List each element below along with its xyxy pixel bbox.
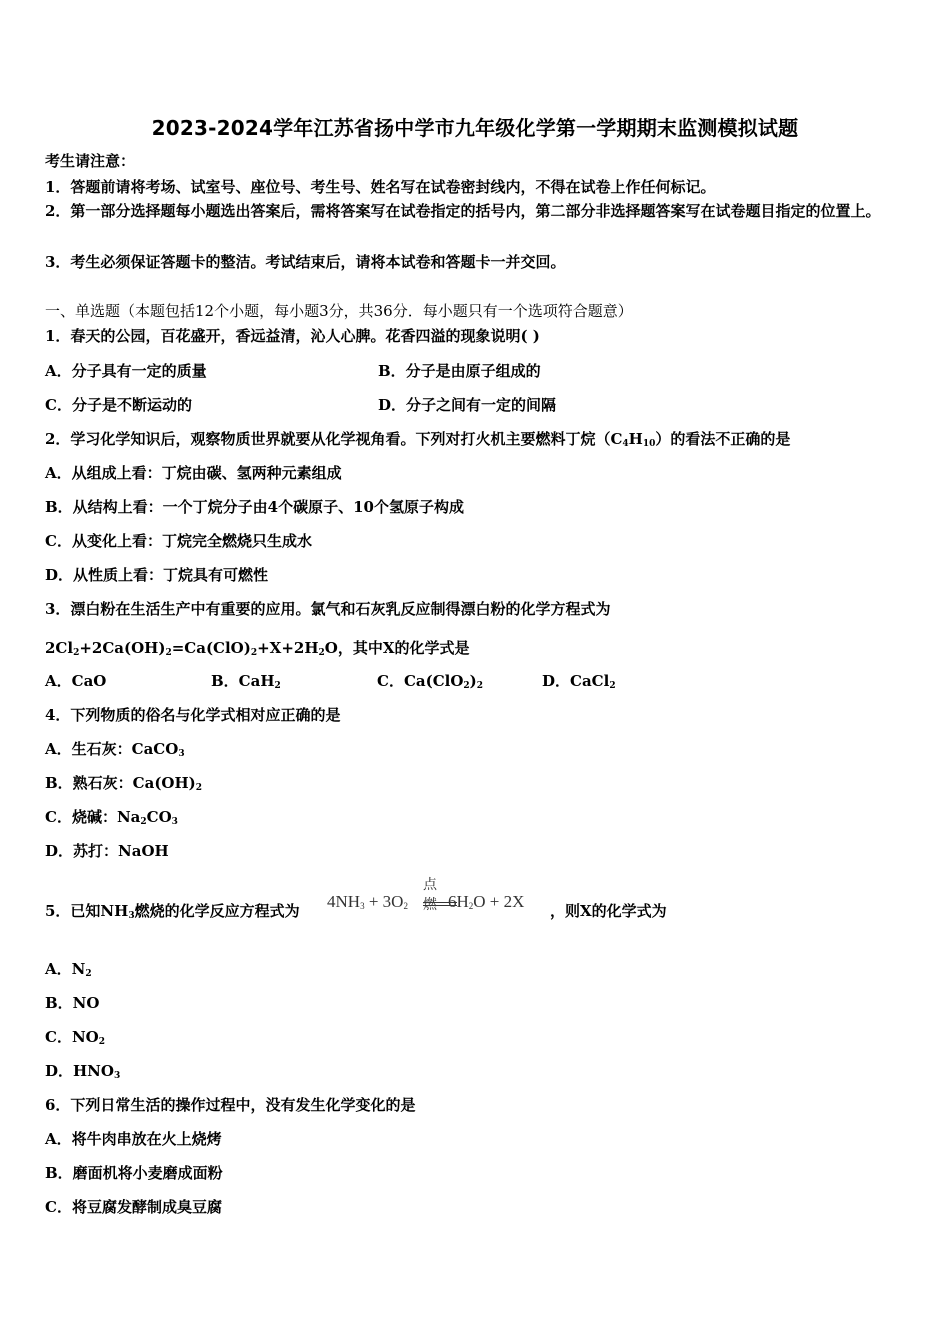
q4-option-d: D．苏打：NaOH [45, 842, 169, 860]
notice-item-3: 3．考生必须保证答题卡的整洁。考试结束后，请将本试卷和答题卡一并交回。 [45, 253, 566, 271]
q5-option-a: A．$N_2$ [45, 960, 92, 979]
q3-stem: 3．漂白粉在生活生产中有重要的应用。氯气和石灰乳反应制得漂白粉的化学方程式为 [45, 600, 611, 618]
q5-option-d: D．$HNO_3$ [45, 1062, 121, 1081]
q5-condition: 点燃 [423, 878, 437, 913]
q3-option-a: A．CaO [45, 672, 107, 690]
q4-option-a: A．生石灰：CaCO$_3$ [45, 740, 185, 759]
q1-option-c: C．分子是不断运动的 [45, 396, 192, 414]
notice-heading: 考生请注意： [45, 152, 136, 170]
notice-item-1: 1．答题前请将考场、试室号、座位号、考生号、姓名写在试卷密封线内，不得在试卷上作任何标记。 [45, 178, 716, 196]
q4-option-c: C．烧碱：$Na_2CO_3$ [45, 808, 178, 827]
q1-option-a: A．分子具有一定的质量 [45, 362, 207, 380]
q2-option-a: A．从组成上看：丁烷由碳、氢两种元素组成 [45, 464, 342, 482]
q1-option-d: D．分子之间有一定的间隔 [378, 396, 557, 414]
q4-option-b: B．熟石灰：$Ca(OH)_2$ [45, 774, 203, 793]
q3-option-b: B．CaH$_2$ [211, 672, 281, 691]
q2-stem: 2．学习化学知识后，观察物质世界就要从化学视角看。下列对打火机主要燃料丁烷$(C_4H_{10})$的看法不正确的是 [45, 430, 791, 449]
page-title: 2023-2024学年江苏省扬中学市九年级化学第一学期期末监测模拟试题 [151, 116, 799, 140]
q1-option-b: B．分子是由原子组成的 [378, 362, 541, 380]
exam-page: 2023-2024学年江苏省扬中学市九年级化学第一学期期末监测模拟试题 考生请注意： 1．答题前请将考场、试室号、座位号、考生号、姓名写在试卷密封线内，不得在试卷上作任何标记。 2．第一部分选择题每小题选出答案后，需将答案写在试卷指定的括号内，第二部分非选择题答案写在试卷题目指定的位置上。 3．考生必须保证答题卡的整洁。考试结束后，请将本试卷和答题卡一并交回。 一、单选题（本题包括12个小题，每小题3分，共36分．每小题只有一个选项符合题意） 1．春天的公园，百花盛开，香远益清，沁人心脾。花香四溢的现象说明( ) A．分子具有一定的质量 B．分子是由原子组成的 C．分子是不断运动的 D．分子之间有一定的间隔 2．学习化学知识后，观察物质世界就要从化学视角看。下列对打火机主要燃料丁烷$(C_4H_{10})$的看法不正确的是 A．从组成上看：丁烷由碳、氢两种元素组成 B．从结构上看：一个丁烷分子由4个碳原子、10个氢原子构成 C．从变化上看：丁烷完全燃烧只生成水 D．从性质上看：丁烷具有可燃性 3．漂白粉在生活生产中有重要的应用。氯气和石灰乳反应制得漂白粉的化学方程式为 $2Cl_2+2Ca(OH)_2=Ca(ClO)_2+X+2H_2O$，其中X的化学式是 A．CaO B．CaH$_2$ C．$Ca(ClO_2)_2$ D．CaCl$_2$ 4．下列物质的俗名与化学式相对应正确的是 A．生石灰：CaCO$_3$ B．熟石灰：$Ca(OH)_2$ C．烧碱：$Na_2CO_3$ D．苏打：NaOH 5．已知$NH_3$燃烧的化学反应方程式为 点燃 $4NH_3 + 3O_2$ $6H_2O + 2X$ ，则X的化学式为 A．$N_2$ B．NO C．$NO_2$ D．$HNO_3$ 6．下列日常生活的操作过程中，没有发生化学变化的是 A．将牛肉串放在火上烧烤 B．磨面机将小麦磨成面粉 C．将豆腐发酵制成臭豆腐 [0, 0, 950, 1344]
q3-option-d: D．CaCl$_2$ [542, 672, 616, 691]
q2-option-d: D．从性质上看：丁烷具有可燃性 [45, 566, 269, 584]
q2-option-c: C．从变化上看：丁烷完全燃烧只生成水 [45, 532, 312, 550]
section-heading: 一、单选题（本题包括12个小题，每小题3分，共36分．每小题只有一个选项符合题意） [45, 302, 633, 320]
q1-stem: 1．春天的公园，百花盛开，香远益清，沁人心脾。花香四溢的现象说明( ) [45, 327, 540, 345]
q2-option-b: B．从结构上看：一个丁烷分子由4个碳原子、10个氢原子构成 [45, 498, 464, 516]
q5-option-c: C．$NO_2$ [45, 1028, 105, 1047]
q5-stem-tail: ，则X的化学式为 [550, 902, 667, 920]
q5-option-b: B．NO [45, 994, 100, 1012]
q3-equation: $2Cl_2+2Ca(OH)_2=Ca(ClO)_2+X+2H_2O$，其中X的化学式是 [45, 639, 470, 658]
q5-stem-lead: 5．已知$NH_3$燃烧的化学反应方程式为 [45, 902, 300, 921]
q6-option-a: A．将牛肉串放在火上烧烤 [45, 1130, 222, 1148]
notice-item-2: 2．第一部分选择题每小题选出答案后，需将答案写在试卷指定的括号内，第二部分非选择题答案写在试卷题目指定的位置上。 [45, 202, 881, 220]
q6-option-c: C．将豆腐发酵制成臭豆腐 [45, 1198, 222, 1216]
q3-option-c: C．$Ca(ClO_2)_2$ [377, 672, 484, 691]
q4-stem: 4．下列物质的俗名与化学式相对应正确的是 [45, 706, 341, 724]
q6-stem: 6．下列日常生活的操作过程中，没有发生化学变化的是 [45, 1096, 416, 1114]
q6-option-b: B．磨面机将小麦磨成面粉 [45, 1164, 223, 1182]
